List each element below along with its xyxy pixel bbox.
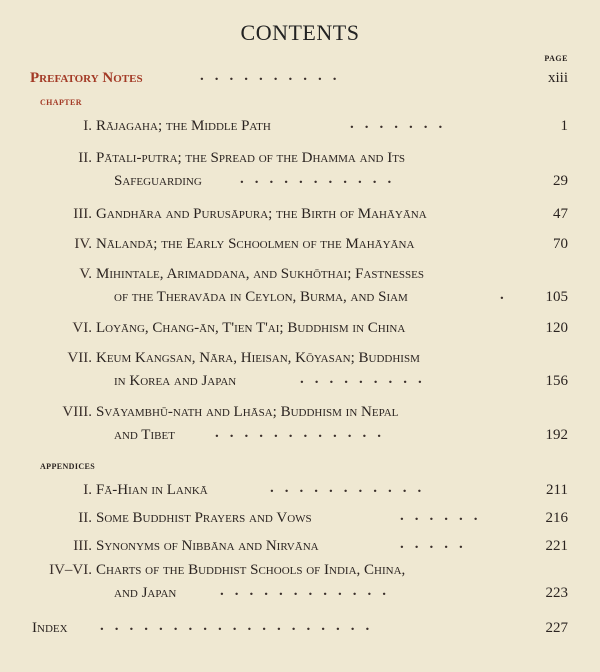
entry-title: Synonyms of Nibbāna and Nirvāna <box>96 538 319 554</box>
entry-title-continued: of the Theravāda in Ceylon, Burma, and Siam <box>114 289 408 305</box>
leader-dots: ..... <box>400 536 474 552</box>
entry-title-continued: and Tibet <box>114 427 175 443</box>
entry-title: Svāyambhū-nath and Lhāsa; Buddhism in Nepal <box>96 404 399 420</box>
leader-dots: ......... <box>300 371 433 387</box>
leader-dots: ................... <box>100 618 381 634</box>
entry-page: 192 <box>545 427 568 443</box>
chapter-section-label: CHAPTER <box>40 98 82 107</box>
entry-title: Mihintale, Arimaddana, and Sukhōthai; Fastnesses <box>96 266 424 282</box>
entry-title: Prefatory Notes <box>30 70 143 86</box>
entry-title: Rājagaha; the Middle Path <box>96 118 271 134</box>
entry-title: Charts of the Buddhist Schools of India, China, <box>96 562 406 578</box>
entry-title-continued: in Korea and Japan <box>114 373 237 389</box>
entry-title: Some Buddhist Prayers and Vows <box>96 510 312 526</box>
entry-page: 70 <box>553 236 568 252</box>
entry-page: 29 <box>553 173 568 189</box>
entry-title: Nālandā; the Early Schoolmen of the Mahāyāna <box>96 236 415 252</box>
toc-entry-index[interactable] <box>0 620 600 640</box>
entry-title: Pātali-putra; the Spread of the Dhamma and Its <box>96 150 406 166</box>
entry-number: III. <box>73 538 92 554</box>
entry-page: xiii <box>547 70 568 86</box>
entry-number: I. <box>83 118 92 134</box>
leader-dots: ............ <box>215 425 392 441</box>
leader-dots: ........... <box>240 171 403 187</box>
entry-title-continued: Safeguarding <box>114 173 202 189</box>
entry-page: 227 <box>545 620 568 636</box>
entry-number: II. <box>78 150 92 166</box>
entry-page: 211 <box>546 482 568 498</box>
page-column-label: PAGE <box>544 54 568 63</box>
leader-dots: .......... <box>200 68 348 84</box>
entry-title: Fā-Hian in Lankā <box>96 482 208 498</box>
entry-page: 216 <box>545 510 568 526</box>
entry-title: Loyāng, Chang-ān, T'ien T'ai; Buddhism in China <box>96 320 406 336</box>
entry-page: 221 <box>545 538 568 554</box>
entry-title: Keum Kangsan, Nāra, Hieisan, Kōyasan; Buddhism <box>96 350 420 366</box>
entry-number: I. <box>83 482 92 498</box>
entry-page: 120 <box>545 320 568 336</box>
entry-number: VIII. <box>62 404 92 420</box>
page-title: CONTENTS <box>240 20 360 45</box>
leader-dots: ............ <box>220 583 397 599</box>
entry-title: Gandhāra and Purusāpura; the Birth of Mahāyāna <box>96 206 427 222</box>
entry-title: Index <box>32 620 68 636</box>
leader-dots: ...... <box>400 508 489 524</box>
entry-number: III. <box>73 206 92 222</box>
entry-number: II. <box>78 510 92 526</box>
entry-page: 156 <box>545 373 568 389</box>
entry-number: IV–VI. <box>49 562 92 578</box>
entry-number: IV. <box>74 236 92 252</box>
entry-number: VII. <box>67 350 92 366</box>
entry-page: 223 <box>545 585 568 601</box>
leader-dots: ........... <box>270 480 433 496</box>
leader-dots: ....... <box>350 116 454 132</box>
entry-number: V. <box>79 266 92 282</box>
entry-page: 47 <box>553 206 568 222</box>
toc-entry-prefatory[interactable] <box>0 70 600 90</box>
entry-number: VI. <box>72 320 92 336</box>
leader-dots: . <box>500 287 515 303</box>
entry-page: 1 <box>560 118 568 134</box>
entry-title-continued: and Japan <box>114 585 177 601</box>
appendices-section-label: APPENDICES <box>40 462 96 471</box>
entry-page: 105 <box>545 289 568 305</box>
